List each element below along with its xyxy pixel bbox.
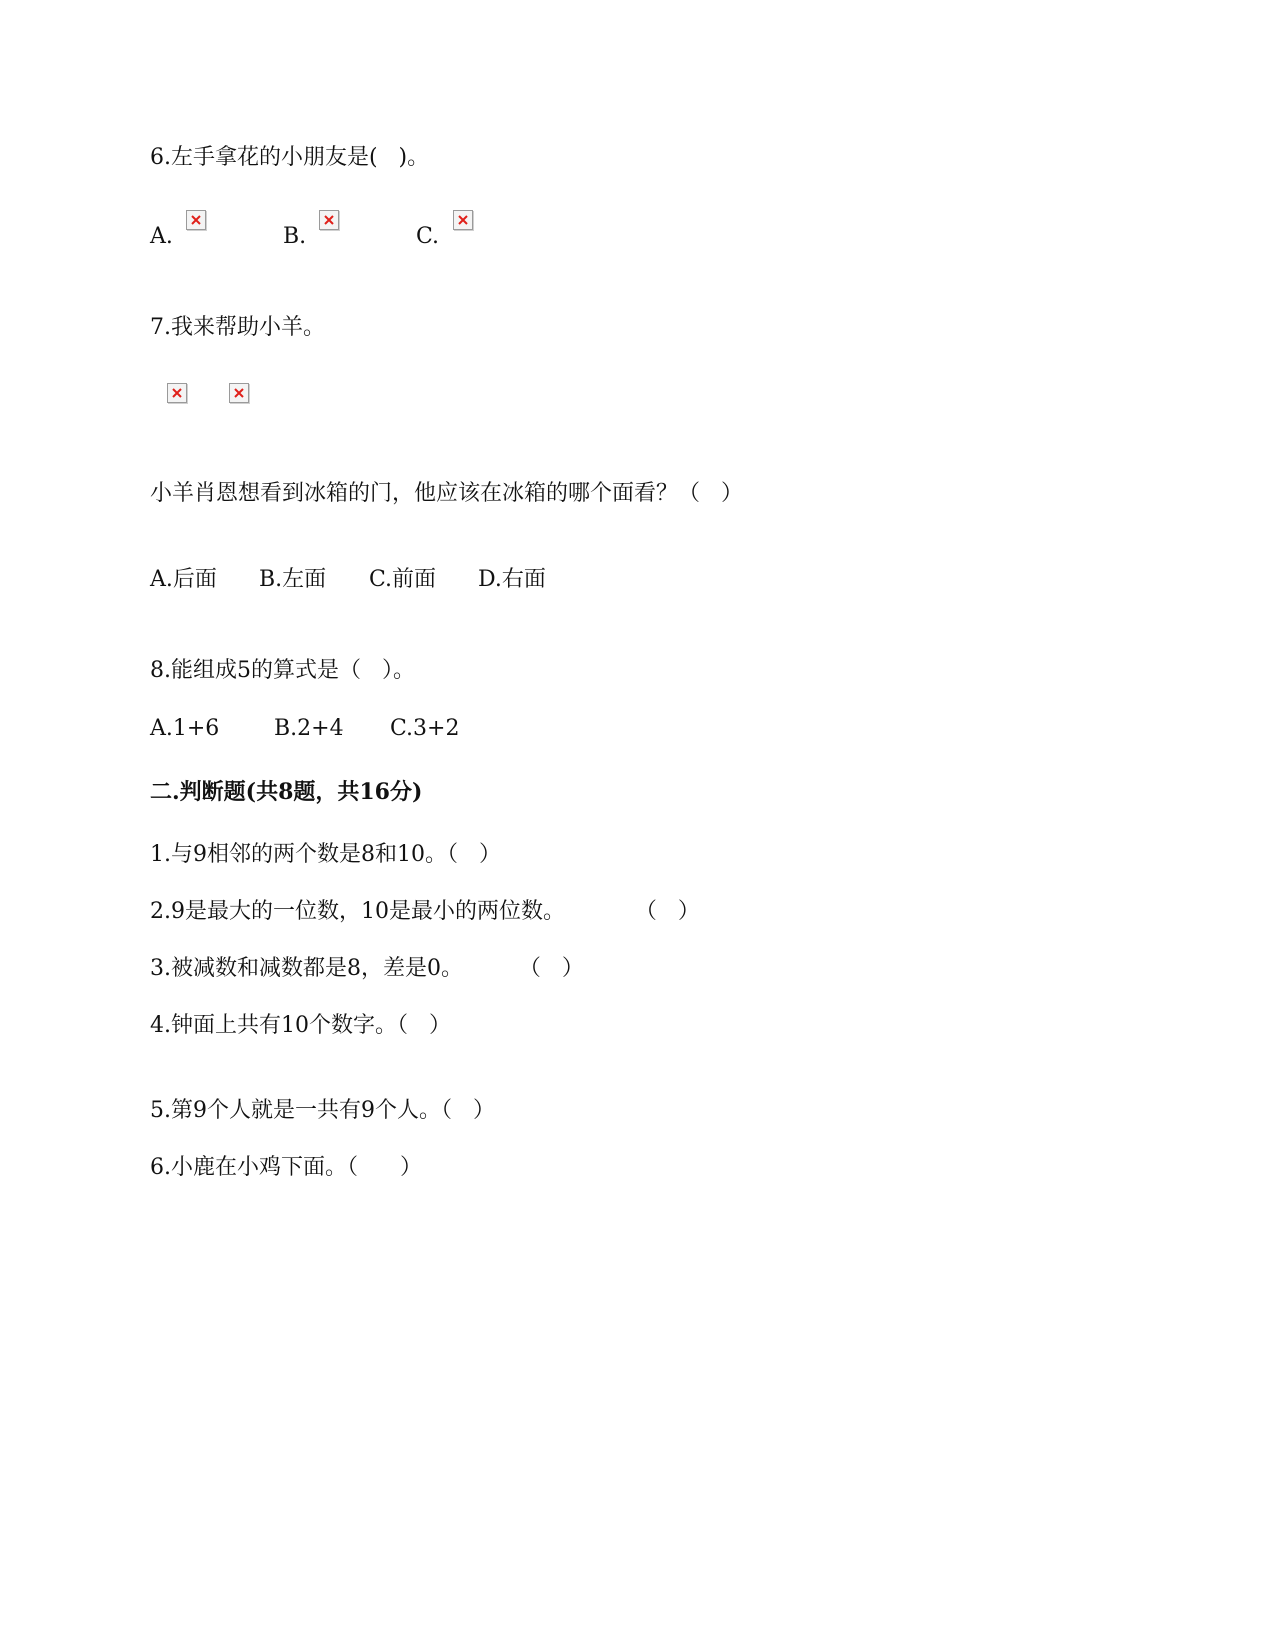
section-heading: 二.判断题(共8题，共16分) (150, 779, 423, 805)
q8-option-c: C.3+2 (390, 716, 460, 741)
q7-stem: 7.我来帮助小羊。 (150, 315, 325, 340)
judgement-item: 6.小鹿在小鸡下面。（ ） (150, 1155, 422, 1180)
q8-stem: 8.能组成5的算式是（ ）。 (150, 658, 415, 683)
q6-stem: 6.左手拿花的小朋友是( )。 (150, 145, 430, 170)
q7-option-b: B.左面 (259, 567, 327, 592)
q6-option-b-label: B. (283, 224, 307, 249)
q6-option-c-label: C. (416, 224, 440, 249)
judgement-item: 5.第9个人就是一共有9个人。（ ） (150, 1098, 495, 1123)
broken-image-icon (229, 383, 249, 403)
q7-question: 小羊肖恩想看到冰箱的门，他应该在冰箱的哪个面看？（ ） (150, 481, 743, 506)
judgement-item: 3.被减数和减数都是8，差是0。 （ ） (150, 956, 584, 981)
judgement-item: 4.钟面上共有10个数字。（ ） (150, 1013, 451, 1038)
q7-option-c: C.前面 (369, 567, 437, 592)
judgement-item: 2.9是最大的一位数，10是最小的两位数。 （ ） (150, 899, 700, 924)
q7-option-a: A.后面 (150, 567, 217, 592)
judgement-item: 1.与9相邻的两个数是8和10。（ ） (150, 842, 501, 867)
broken-image-icon (453, 210, 473, 230)
broken-image-icon (186, 210, 206, 230)
q8-option-b: B.2+4 (274, 716, 344, 741)
q7-option-d: D.右面 (478, 567, 546, 592)
q6-option-a-label: A. (150, 224, 173, 249)
broken-image-icon (167, 383, 187, 403)
broken-image-icon (319, 210, 339, 230)
q8-option-a: A.1+6 (150, 716, 220, 741)
